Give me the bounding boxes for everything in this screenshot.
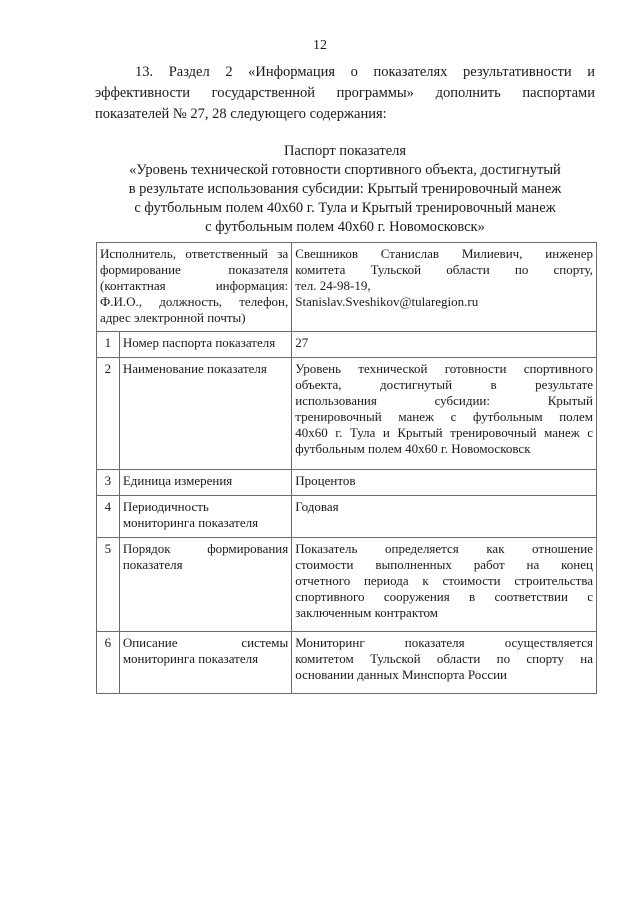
table-row bbox=[97, 632, 597, 694]
row-value-line: стоимости выполненных работ на конец bbox=[295, 557, 593, 572]
row-value-cell bbox=[292, 632, 597, 694]
passport-subtitle-line-4: с футбольным полем 40x60 г. Новомосковск» bbox=[205, 219, 485, 235]
row-value-cell bbox=[292, 470, 597, 496]
table-row bbox=[97, 538, 597, 632]
executor-label-line: Исполнитель, ответственный за bbox=[100, 246, 289, 261]
row-label-cell bbox=[119, 470, 291, 496]
passport-title: Паспорт показателя bbox=[283, 143, 407, 159]
row-label-cell bbox=[119, 496, 291, 538]
row-number-cell: 6 bbox=[97, 632, 120, 694]
executor-value-line: Stanislav.Sveshikov@tularegion.ru bbox=[295, 294, 479, 309]
row-label-cell bbox=[119, 632, 291, 694]
table-row-executor bbox=[97, 243, 597, 332]
passport-table bbox=[96, 242, 597, 694]
row-number-cell: 3 bbox=[97, 470, 120, 496]
row-label-line: Наименование показателя bbox=[122, 361, 267, 376]
row-number-cell: 1 bbox=[97, 332, 120, 358]
row-number-cell: 2 bbox=[97, 358, 120, 470]
row-label-cell bbox=[119, 358, 291, 470]
executor-label-cell bbox=[97, 243, 292, 332]
row-label-line: Порядок формирования bbox=[122, 541, 289, 556]
executor-label-line: адрес электронной почты) bbox=[100, 310, 246, 325]
row-value-cell bbox=[292, 496, 597, 538]
row-label-line: Периодичность bbox=[122, 499, 209, 514]
row-label-line: Номер паспорта показателя bbox=[122, 335, 276, 350]
executor-label-line: формирование показателя bbox=[100, 262, 289, 277]
executor-value-line: тел. 24-98-19, bbox=[295, 278, 371, 293]
table-row bbox=[97, 496, 597, 538]
row-value-line: тренировочный манеж с футбольным полем bbox=[295, 409, 593, 424]
row-label-cell bbox=[119, 538, 291, 632]
row-value-line: основании данных Минспорта России bbox=[295, 667, 508, 682]
executor-value-line: комитета Тульской области по спорту, bbox=[295, 262, 593, 277]
passport-subtitle-line-3: с футбольным полем 40x60 г. Тула и Крытый тренировочный манеж bbox=[134, 200, 556, 216]
row-label-line: Единица измерения bbox=[122, 473, 233, 488]
table-row bbox=[97, 332, 597, 358]
row-value-line: заключенным контрактом bbox=[295, 605, 438, 620]
executor-value-cell bbox=[292, 243, 597, 332]
row-value-line: комитетом Тульской области по спорту на bbox=[295, 651, 593, 666]
row-label-line: мониторинга показателя bbox=[122, 651, 259, 666]
row-value-line: спортивного сооружения в соответствии с bbox=[295, 589, 593, 604]
row-number-cell: 5 bbox=[97, 538, 120, 632]
executor-label-line: (контактная информация: bbox=[100, 278, 289, 293]
executor-value-line: Свешников Станислав Милиевич, инженер bbox=[295, 246, 593, 261]
row-value-line: объекта, достигнутый в результате bbox=[295, 377, 593, 392]
table-row bbox=[97, 470, 597, 496]
passport-subtitle-line-2: в результате использования субсидии: Крытый тренировочный манеж bbox=[128, 181, 562, 197]
row-value-line: Уровень технической готовности спортивного bbox=[295, 361, 593, 376]
intro-text: 13. Раздел 2 «Информация о показателях результативности и эффективности государственной программы» дополнить паспортами показателей № 27, 28 следующего содержания: bbox=[95, 64, 595, 122]
row-label-cell bbox=[119, 332, 291, 358]
row-value-line: использования субсидии: Крытый bbox=[295, 393, 593, 408]
row-label-line: показателя bbox=[122, 557, 183, 572]
row-value-line: Показатель определяется как отношение bbox=[295, 541, 593, 556]
row-value-line: футбольным полем 40x60 г. Новомосковск bbox=[295, 441, 531, 456]
row-value-cell bbox=[292, 358, 597, 470]
intro-paragraph bbox=[95, 62, 595, 125]
row-value-line: Мониторинг показателя осуществляется bbox=[295, 635, 593, 650]
row-value-line: Процентов bbox=[295, 473, 356, 488]
passport-heading bbox=[95, 142, 595, 237]
page-number: 12 bbox=[313, 38, 327, 53]
passport-subtitle-line-1: «Уровень технической готовности спортивного объекта, достигнутый bbox=[129, 162, 561, 178]
row-number-cell: 4 bbox=[97, 496, 120, 538]
row-value-line: 40x60 г. Тула и Крытый тренировочный манеж с bbox=[295, 425, 593, 440]
row-label-line: мониторинга показателя bbox=[122, 515, 259, 530]
row-value-line: Годовая bbox=[295, 499, 339, 514]
row-value-cell bbox=[292, 538, 597, 632]
table-row bbox=[97, 358, 597, 470]
row-value-line: отчетного периода к стоимости строительства bbox=[295, 573, 593, 588]
row-value-line: 27 bbox=[295, 335, 309, 350]
row-label-line: Описание системы bbox=[122, 635, 289, 650]
row-value-cell bbox=[292, 332, 597, 358]
executor-label-line: Ф.И.О., должность, телефон, bbox=[100, 294, 289, 309]
